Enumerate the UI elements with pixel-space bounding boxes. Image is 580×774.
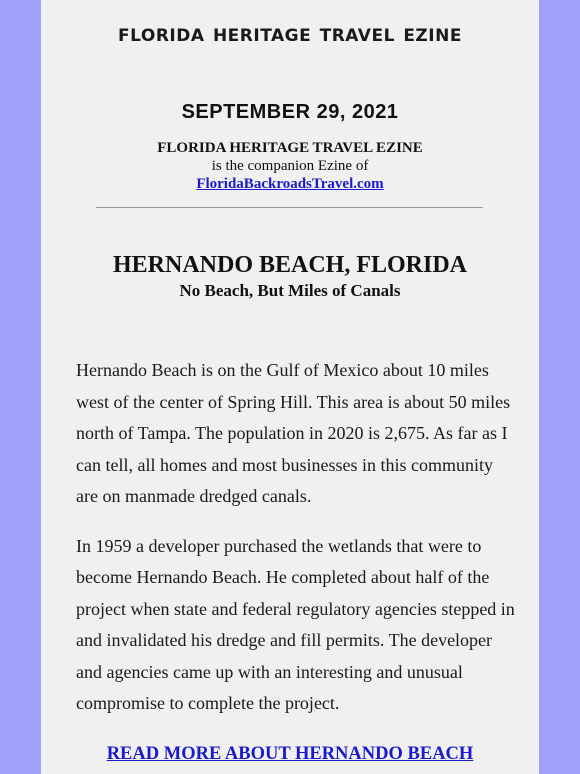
issue-date: SEPTEMBER 29, 2021 — [181, 101, 399, 123]
companion-site-link[interactable]: FloridaBackroadsTravel.com — [196, 176, 384, 192]
companion-ezine-name: FLORIDA HERITAGE TRAVEL EZINE — [157, 140, 423, 156]
article-body — [76, 355, 516, 738]
companion-block — [41, 139, 539, 193]
article-paragraph: Hernando Beach is on the Gulf of Mexico about 10 miles west of the center of Spring Hill. This area is about 50 miles north of Tampa. The population in 2020 is 2,675. As far as I can tell, all homes and most businesses in this community are on manmade dredged canals. — [76, 360, 511, 506]
masthead-title: FLORIDA HERITAGE TRAVEL EZINE — [118, 26, 462, 46]
read-more-block — [41, 744, 539, 765]
read-more-link[interactable]: READ MORE ABOUT HERNANDO BEACH — [106, 744, 474, 764]
divider — [96, 207, 483, 208]
newsletter-content — [41, 0, 539, 774]
article-paragraph: In 1959 a developer purchased the wetlands that were to become Hernando Beach. He completed about half of the project when state and federal regulatory agencies stepped in and invalidated his dredge and fill permits. The developer and agencies came up with an interesting and unusual compromise to complete the project. — [76, 535, 515, 713]
article-title: HERNANDO BEACH, FLORIDA — [112, 252, 468, 278]
companion-text: is the companion Ezine of — [211, 158, 369, 174]
article-subtitle: No Beach, But Miles of Canals — [179, 281, 401, 300]
